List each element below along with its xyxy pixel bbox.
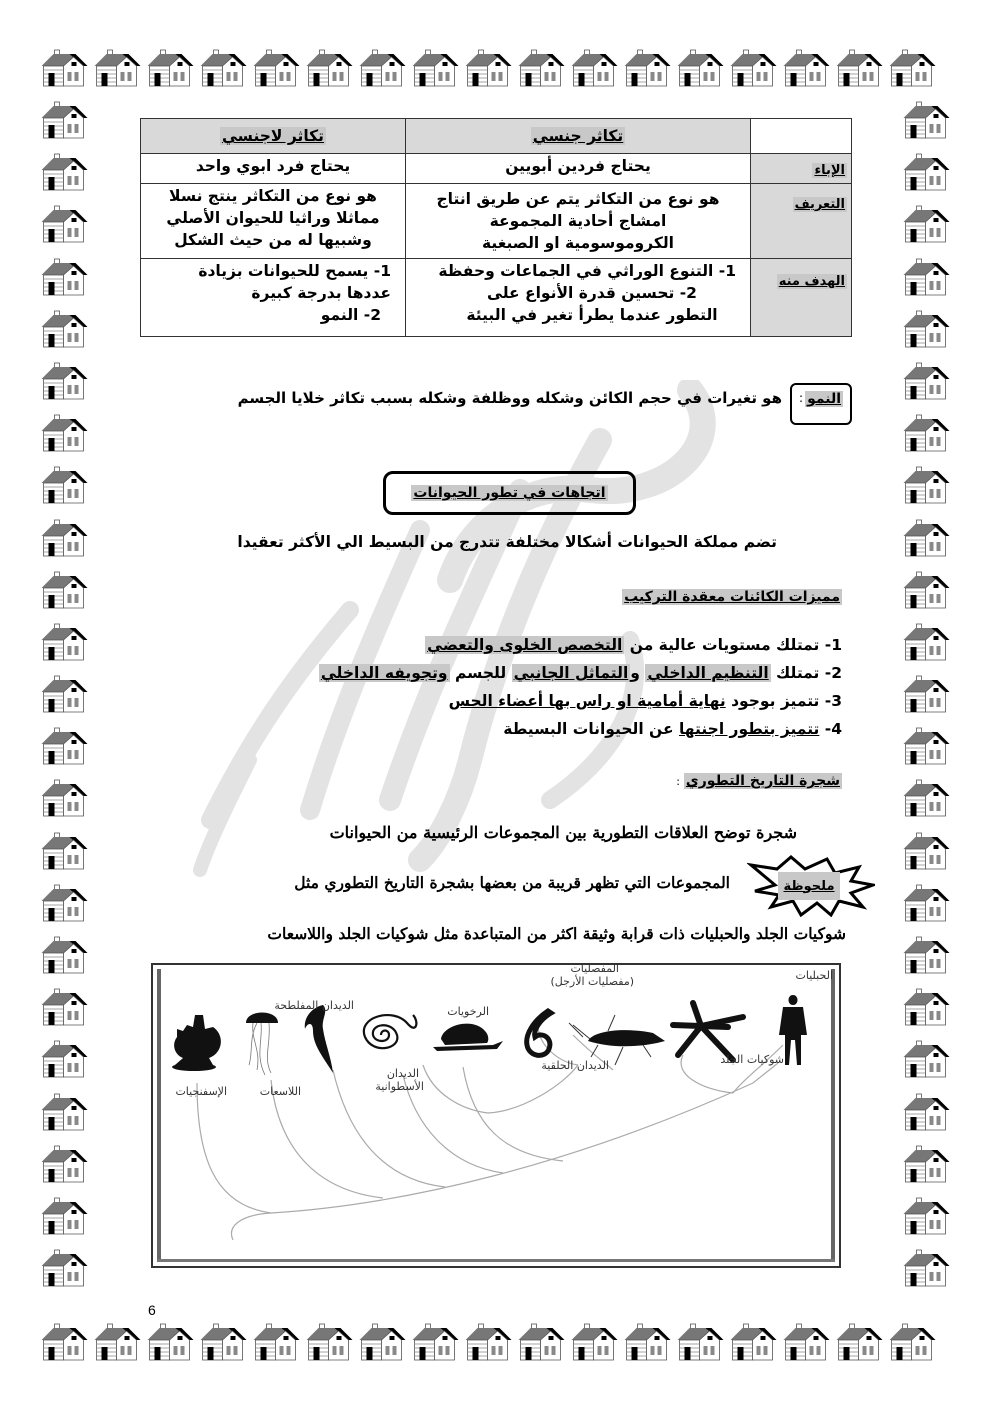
page-number: 6 — [148, 1302, 156, 1318]
table-row — [141, 154, 852, 184]
house-icon — [38, 1039, 91, 1079]
feature-text: وتجويفه الداخلي — [320, 664, 448, 682]
house-icon — [38, 361, 91, 401]
house-icon — [356, 48, 409, 88]
house-icon — [900, 204, 953, 244]
complex-features-title-text: مميزات الكائنات معقدة التركيب — [624, 589, 840, 605]
right-border — [900, 100, 953, 1300]
house-icon — [727, 48, 780, 88]
header-asexual-label: تكاثر لاجنسي — [221, 127, 324, 145]
house-icon — [38, 48, 91, 88]
label-mollusks: الرخويات — [447, 1005, 489, 1018]
house-icon — [356, 1322, 409, 1362]
phylo-tree-description: شجرة توضح العلاقات التطورية بين المجموعات الرئيسية من الحيوانات — [329, 823, 797, 842]
header-asexual-reproduction — [141, 119, 406, 154]
feature-number: 2- — [819, 664, 842, 682]
cell-asexual-parents: يحتاج فرد ابوي واحد — [141, 154, 406, 184]
house-icon — [674, 1322, 727, 1362]
house-icon — [900, 1196, 953, 1236]
note-label — [778, 872, 840, 900]
house-icon — [462, 48, 515, 88]
row-label-text: التعريف — [794, 197, 845, 212]
bottom-border — [38, 1322, 939, 1362]
house-icon — [38, 518, 91, 558]
house-icon — [38, 987, 91, 1027]
arthropod-icon — [569, 1015, 665, 1065]
feature-number: 3- — [819, 692, 842, 710]
branch-mollusk-annelid — [488, 1065, 578, 1113]
feature-item — [425, 636, 842, 654]
house-icon — [409, 48, 462, 88]
trends-title-box — [383, 471, 636, 515]
sponge-icon — [172, 1015, 221, 1071]
house-icon — [144, 48, 197, 88]
house-icon — [303, 1322, 356, 1362]
label-echinoderms: شوكيات الجلد — [720, 1053, 784, 1066]
house-icon — [900, 778, 953, 818]
table-row — [141, 184, 852, 259]
house-icon — [38, 413, 91, 453]
house-icon — [900, 622, 953, 662]
feature-text: تتميز بوجود — [725, 692, 820, 710]
house-icon — [674, 48, 727, 88]
feature-text: التنظيم الداخلي — [647, 664, 769, 682]
feature-text: و — [630, 664, 646, 682]
house-icon — [38, 883, 91, 923]
mollusk-icon — [433, 1024, 503, 1051]
house-icon — [462, 1322, 515, 1362]
label-flatworms: الديدان المفلطحة — [274, 999, 354, 1012]
phylo-tree-title-text: شجرة التاريخ التطوري — [685, 773, 840, 789]
feature-number: 1- — [819, 636, 842, 654]
house-icon — [38, 778, 91, 818]
feature-text: نهاية أمامية او راس بها أعضاء الحس — [448, 692, 726, 710]
house-icon — [886, 1322, 939, 1362]
house-icon — [144, 1322, 197, 1362]
house-icon — [38, 831, 91, 871]
cell-sexual-purpose — [406, 259, 751, 337]
feature-text: تمتلك مستويات عالية من — [624, 636, 820, 654]
annelid-icon — [527, 1011, 551, 1055]
row-label-text: الهدف منه — [778, 274, 845, 289]
house-icon — [900, 570, 953, 610]
house-icon — [91, 1322, 144, 1362]
house-icon — [900, 309, 953, 349]
branch-protostome — [463, 1067, 563, 1161]
table-row — [141, 259, 852, 337]
label-roundworms-2: الأسطوانية — [375, 1080, 424, 1093]
purpose-item: 1- يسمح للحيوانات بزيادة عددها بدرجة كبيرة — [198, 262, 391, 302]
growth-term-box — [790, 383, 852, 425]
feature-text: للجسم — [449, 664, 512, 682]
house-icon — [900, 674, 953, 714]
jellyfish-icon — [246, 1013, 278, 1076]
label-cnidarians: اللاسعات — [259, 1085, 301, 1098]
house-icon — [727, 1322, 780, 1362]
house-icon — [38, 1248, 91, 1288]
house-icon — [621, 48, 674, 88]
top-border — [38, 48, 939, 88]
house-icon — [38, 152, 91, 192]
label-roundworms-1: الديدان — [386, 1067, 419, 1080]
house-icon — [900, 726, 953, 766]
feature-item — [503, 720, 842, 738]
reproduction-comparison-table — [140, 118, 852, 337]
left-border — [38, 100, 91, 1300]
cell-asexual-definition: هو نوع من التكاثر ينتج نسلا مماثلا وراثيا للحيوان الأصلي وشبيها له من حيث الشكل — [141, 184, 406, 259]
roundworm-icon — [364, 1015, 417, 1048]
phylogenetic-tree-figure — [151, 963, 841, 1268]
feature-text: تمتلك — [770, 664, 820, 682]
growth-colon: : — [799, 391, 804, 405]
house-icon — [900, 883, 953, 923]
house-icon — [621, 1322, 674, 1362]
cell-asexual-purpose — [141, 259, 406, 337]
house-icon — [38, 935, 91, 975]
tree-trunk — [232, 1063, 778, 1240]
header-sexual-reproduction — [406, 119, 751, 154]
signature-watermark — [170, 380, 750, 880]
house-icon — [900, 935, 953, 975]
house-icon — [515, 1322, 568, 1362]
house-icon — [900, 1248, 953, 1288]
label-arthropods-sub: (مفصليات الأرجل) — [550, 975, 634, 988]
tree-drawing — [153, 965, 843, 1270]
house-icon — [780, 1322, 833, 1362]
house-icon — [91, 48, 144, 88]
feature-number: 4- — [819, 720, 842, 738]
house-icon — [38, 570, 91, 610]
growth-definition — [238, 383, 852, 425]
starfish-icon — [673, 1003, 743, 1060]
house-icon — [900, 1092, 953, 1132]
flatworm-icon — [305, 1005, 333, 1073]
note-line-1: المجموعات التي تظهر قريبة من بعضها بشجرة التاريخ التطوري مثل — [294, 873, 730, 892]
feature-text: التماثل الجانبي — [513, 664, 629, 682]
label-arthropods: المفصليات — [570, 962, 619, 975]
purpose-item: 1- التنوع الوراثي في الجماعات وحفظة — [438, 262, 736, 280]
growth-definition-text: هو تغيرات في حجم الكائن وشكله ووظلفة وشكله بسبب تكاثر خلايا الجسم — [237, 389, 782, 407]
house-icon — [303, 48, 356, 88]
growth-term: النمو — [807, 391, 841, 407]
house-icon — [568, 1322, 621, 1362]
house-icon — [38, 1092, 91, 1132]
header-sexual-label: تكاثر جنسي — [532, 127, 624, 145]
label-chordates: الحبليات — [795, 969, 833, 982]
house-icon — [38, 1322, 91, 1362]
house-icon — [38, 257, 91, 297]
row-label-text: الإباء — [814, 163, 845, 178]
house-icon — [515, 48, 568, 88]
house-icon — [900, 518, 953, 558]
branch-mollusk — [423, 1065, 488, 1113]
label-annelids: الديدان الحلقية — [541, 1059, 609, 1072]
house-icon — [900, 1144, 953, 1184]
feature-text: عن الحيوانات البسيطة — [503, 720, 679, 738]
house-icon — [38, 465, 91, 505]
trends-title: اتجاهات في تطور الحيوانات — [413, 485, 606, 501]
house-icon — [886, 48, 939, 88]
purpose-item: 2- النمو — [320, 306, 381, 324]
house-icon — [900, 1039, 953, 1079]
cell-sexual-definition: هو نوع من التكاثر يتم عن طريق انتاج امشاج أحادية المجموعة الكروموسومية او الصبغية — [406, 184, 751, 259]
cell-sexual-parents: يحتاج فردين أبويين — [406, 154, 751, 184]
purpose-item: 2- تحسين قدرة الأنواع على التطور عندما يطرأ تغير في البيئة — [466, 284, 718, 324]
house-icon — [38, 726, 91, 766]
table-corner-cell — [751, 119, 852, 154]
phylo-tree-title — [676, 773, 842, 789]
row-label-purpose — [751, 259, 852, 337]
house-icon — [38, 674, 91, 714]
house-icon — [568, 48, 621, 88]
house-icon — [900, 361, 953, 401]
label-sponges: الإسفنجيات — [175, 1085, 227, 1098]
house-icon — [250, 1322, 303, 1362]
note-label-text: ملحوظة — [783, 878, 835, 894]
house-icon — [197, 1322, 250, 1362]
house-icon — [833, 1322, 886, 1362]
row-label-parents — [751, 154, 852, 184]
branch-sponges — [197, 1083, 271, 1213]
house-icon — [900, 100, 953, 140]
feature-item — [319, 664, 842, 682]
house-icon — [250, 48, 303, 88]
house-icon — [833, 48, 886, 88]
house-icon — [197, 48, 250, 88]
house-icon — [900, 413, 953, 453]
house-icon — [38, 100, 91, 140]
house-icon — [38, 622, 91, 662]
phylo-tree-title-colon: : — [676, 775, 680, 788]
house-icon — [38, 204, 91, 244]
trends-intro: تضم مملكة الحيوانات أشكالا مختلفة تتدرج من البسيط الي الأكثر تعقيدا — [237, 533, 777, 551]
feature-item — [449, 692, 842, 710]
feature-text: تتميز بتطور اجنتها — [678, 720, 820, 738]
house-icon — [900, 831, 953, 871]
house-icon — [900, 152, 953, 192]
complex-features-title — [622, 589, 842, 605]
house-icon — [38, 1196, 91, 1236]
house-icon — [38, 1144, 91, 1184]
feature-text: التخصص الخلوى والتعضي — [427, 636, 623, 654]
house-icon — [900, 257, 953, 297]
house-icon — [900, 987, 953, 1027]
house-icon — [900, 465, 953, 505]
house-icon — [409, 1322, 462, 1362]
table-header-row — [141, 119, 852, 154]
note-line-2: شوكيات الجلد والحبليات ذات قرابة وثيقة اكثر من المتباعدة مثل شوكيات الجلد واللاسعات — [267, 924, 846, 943]
row-label-definition — [751, 184, 852, 259]
house-icon — [780, 48, 833, 88]
house-icon — [38, 309, 91, 349]
